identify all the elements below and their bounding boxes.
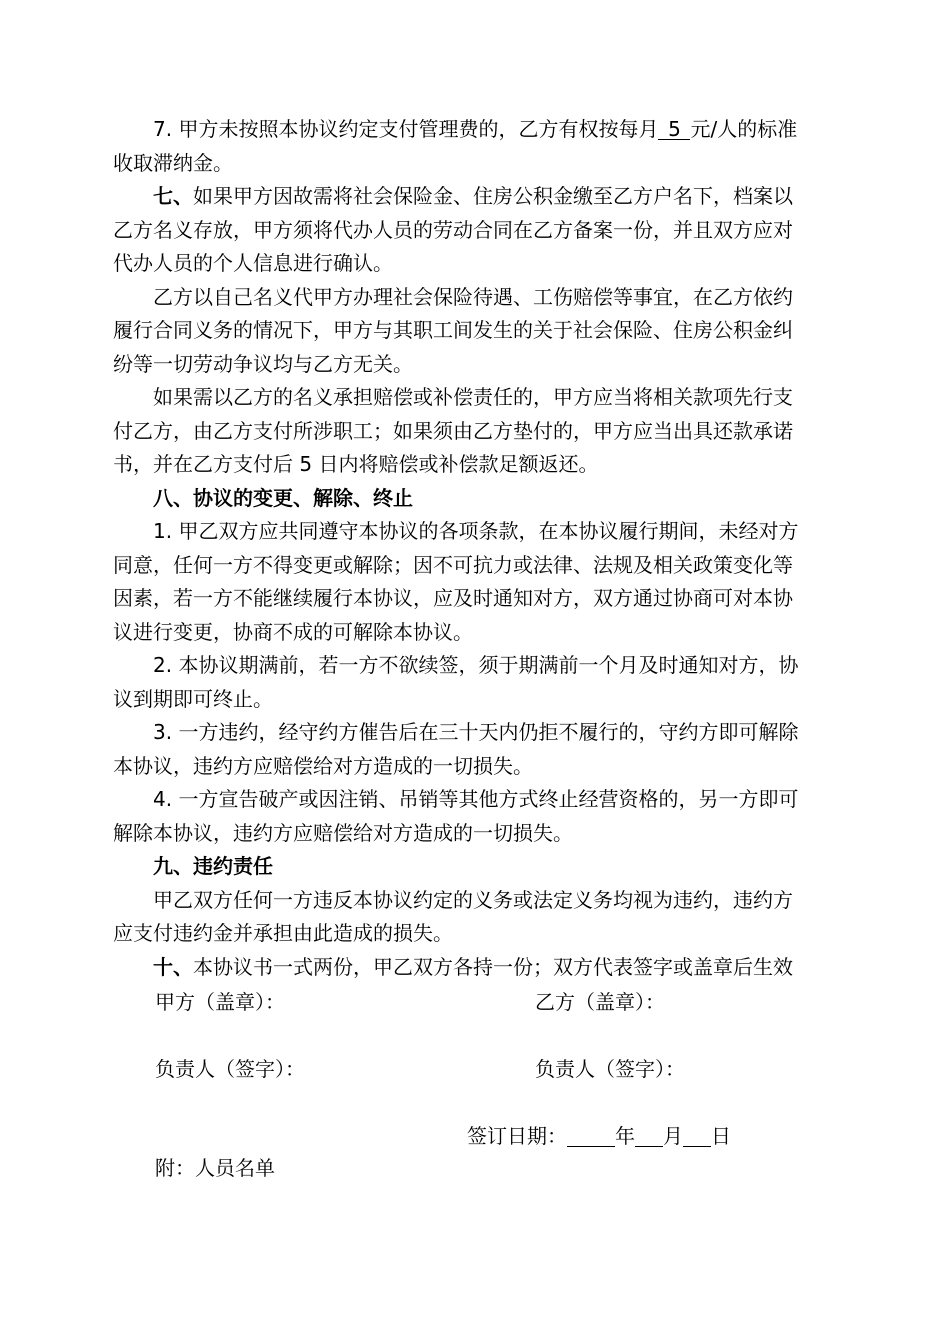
line-text: 代办人员的个人信息进行确认。 [113,251,393,275]
body-line [113,955,793,979]
line-text: 纷等一切劳动争议均与乙方无关。 [113,351,413,376]
line-text-after: 元/人的标准 [690,117,798,141]
body-line [113,553,793,577]
month-label: 月 [663,1124,683,1148]
body-line [113,419,793,443]
body-line [113,787,798,811]
body-line [113,754,533,778]
signing-date-label: 签订日期： [467,1124,567,1148]
year-blank [567,1126,615,1147]
line-text: 同意，任何一方不得变更或解除；因不可抗力或法律、法规及相关政策变化等 [113,552,793,577]
section-heading: 十、 [113,954,193,979]
attachment-note: 附：人员名单 [155,1156,275,1180]
line-text: 乙方名义存放，甲方须将代办人员的劳动合同在乙方备案一份，并且双方应对 [113,217,793,242]
line-text: 2. 本协议期满前，若一方不欲续签，须于期满前一个月及时通知对方，协 [113,653,799,677]
line-text: 4. 一方宣告破产或因注销、吊销等其他方式终止经营资格的，另一方即可 [113,787,799,811]
body-line [113,653,798,677]
body-line [113,151,233,175]
body-line [113,184,793,208]
line-text: 书，并在乙方支付后 5 日内将赔偿或补偿款足额返还。 [113,452,599,476]
signing-date [467,1124,731,1148]
line-text: 甲乙双方任何一方违反本协议约定的义务或法定义务均视为违约，违约方 [113,887,793,912]
party-b-sign-label: 负责人（签字）： [535,1057,685,1081]
body-line [113,687,273,711]
line-text: 如果需以乙方的名义承担赔偿或补偿责任的，甲方应当将相关款项先行支 [113,385,793,409]
party-b-seal-label: 乙方（盖章）： [535,990,665,1014]
body-line [113,821,573,845]
line-text: 因素，若一方不能继续履行本协议，应及时通知对方，双方通过协商可对本协 [113,586,793,610]
line-text: 收取滞纳金。 [113,150,233,175]
body-line [113,285,793,309]
line-text: 本协议，违约方应赔偿给对方造成的一切损失。 [113,753,533,778]
body-line [113,486,413,510]
line-text: 解除本协议，违约方应赔偿给对方造成的一切损失。 [113,820,573,845]
line-text: 如果甲方因故需将社会保险金、住房公积金缴至乙方户名下，档案以 [193,184,793,208]
section-heading: 九、违约责任 [113,854,273,878]
line-text: 7. 甲方未按照本协议约定支付管理费的，乙方有权按每月 [113,117,659,141]
year-label: 年 [615,1124,635,1148]
line-text: 议进行变更，协商不成的可解除本协议。 [113,619,473,644]
body-line [113,452,598,476]
day-blank [683,1126,711,1147]
section-heading: 八、协议的变更、解除、终止 [113,485,413,510]
party-a-sign-label: 负责人（签字）： [155,1057,305,1081]
body-line [113,385,793,409]
body-line [113,352,413,376]
body-line [113,318,793,342]
line-text: 本协议书一式两份，甲乙双方各持一份；双方代表签字或盖章后生效 [193,954,793,979]
party-a-seal-label: 甲方（盖章）： [155,990,285,1014]
line-text: 3. 一方违约，经守约方催告后在三十天内仍拒不履行的，守约方即可解除 [113,720,799,744]
body-line [113,888,793,912]
body-line [113,586,793,610]
line-text: 履行合同义务的情况下，甲方与其职工间发生的关于社会保险、住房公积金纠 [113,318,793,342]
body-line [113,921,453,945]
late-fee-amount: 5 [658,119,690,140]
body-line [113,854,273,878]
line-text: 付乙方，由乙方支付所涉职工；如果须由乙方垫付的，甲方应当出具还款承诺 [113,418,793,443]
body-line [113,251,393,275]
month-blank [635,1126,663,1147]
body-line [113,117,797,141]
body-line [113,218,793,242]
line-text: 应支付违约金并承担由此造成的损失。 [113,921,453,945]
line-text: 议到期即可终止。 [113,686,273,711]
body-line [113,720,798,744]
line-text: 1. 甲乙双方应共同遵守本协议的各项条款，在本协议履行期间，未经对方 [113,519,799,543]
body-line [113,519,798,543]
body-line [113,620,473,644]
section-heading: 七、 [113,184,193,208]
day-label: 日 [711,1124,731,1148]
line-text: 乙方以自己名义代甲方办理社会保险待遇、工伤赔偿等事宜，在乙方依约 [113,284,793,309]
